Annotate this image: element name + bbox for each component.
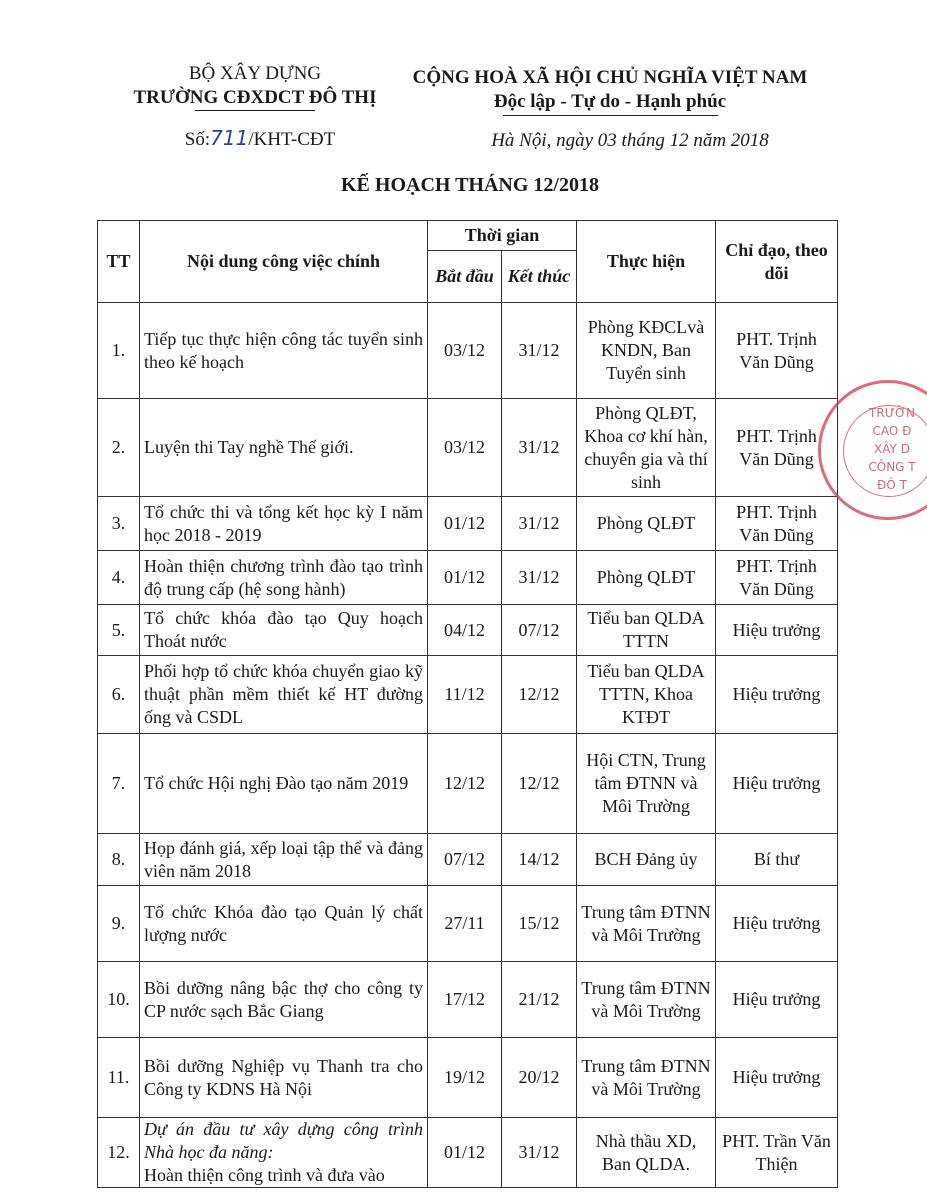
- row-executor: Nhà thầu XD, Ban QLDA.: [577, 1118, 716, 1188]
- row-executor: Phòng QLĐT: [577, 497, 716, 551]
- header-tt: TT: [98, 221, 140, 303]
- row-start: 07/12: [428, 834, 502, 886]
- row-end: 07/12: [502, 605, 577, 656]
- row-content: Tổ chức Hội nghị Đào tạo năm 2019: [140, 734, 428, 834]
- row-tt: 7.: [98, 734, 140, 834]
- plan-table: [97, 220, 838, 1188]
- row-end: 31/12: [502, 497, 577, 551]
- row-executor: Phòng QLĐT: [577, 551, 716, 605]
- row-end: 31/12: [502, 1118, 577, 1188]
- table-row: [98, 605, 838, 656]
- number-handwritten: 711: [210, 126, 249, 150]
- header-start: Bắt đầu: [428, 251, 502, 303]
- row-start: 04/12: [428, 605, 502, 656]
- row-start: 03/12: [428, 303, 502, 399]
- row-end: 15/12: [502, 886, 577, 962]
- table-row: [98, 1038, 838, 1118]
- place-date: Hà Nội, ngày 03 tháng 12 năm 2018: [491, 130, 769, 151]
- motto-underline: [503, 115, 718, 116]
- ministry-name: BỘ XÂY DỰNG: [188, 63, 322, 84]
- row-end: 14/12: [502, 834, 577, 886]
- row-content: [140, 1118, 428, 1188]
- national-header: [400, 66, 820, 116]
- row-end: 31/12: [502, 399, 577, 497]
- table-row: [98, 834, 838, 886]
- school-name: TRƯỜNG CĐXDCT ĐÔ THỊ: [133, 87, 377, 108]
- header-executor: Thực hiện: [577, 221, 716, 303]
- row-supervisor: PHT. Trịnh Văn Dũng: [716, 303, 838, 399]
- row-content: Họp đánh giá, xếp loại tập thể và đảng viên năm 2018: [140, 834, 428, 886]
- table-row: [98, 551, 838, 605]
- row-tt: 10.: [98, 962, 140, 1038]
- row-tt: 2.: [98, 399, 140, 497]
- row-start: 19/12: [428, 1038, 502, 1118]
- header-supervisor: Chỉ đạo, theo dõi: [716, 221, 838, 303]
- header-content: Nội dung công việc chính: [140, 221, 428, 303]
- row-supervisor: Hiệu trưởng: [716, 656, 838, 734]
- row-executor: Phòng KĐCLvà KNDN, Ban Tuyển sinh: [577, 303, 716, 399]
- row-supervisor: PHT. Trần Văn Thiện: [716, 1118, 838, 1188]
- table-row: [98, 962, 838, 1038]
- issuer-block: [100, 62, 410, 111]
- row-content: Phối hợp tổ chức khóa chuyển giao kỹ thuật phần mềm thiết kế HT đường ống và CSDL: [140, 656, 428, 734]
- table-row: [98, 734, 838, 834]
- row-end: 31/12: [502, 551, 577, 605]
- table-row: [98, 656, 838, 734]
- row-executor: Hội CTN, Trung tâm ĐTNN và Môi Trường: [577, 734, 716, 834]
- number-suffix: /KHT-CĐT: [248, 129, 336, 150]
- row-content: Bồi dưỡng Nghiệp vụ Thanh tra cho Công ty KDNS Hà Nội: [140, 1038, 428, 1118]
- row-executor: Trung tâm ĐTNN và Môi Trường: [577, 1038, 716, 1118]
- row-tt: 1.: [98, 303, 140, 399]
- row-executor: Tiểu ban QLDA TTTN: [577, 605, 716, 656]
- row-supervisor: PHT. Trịnh Văn Dũng: [716, 399, 838, 497]
- seal-text: CÔNG T: [868, 460, 916, 474]
- number-prefix: Số:: [184, 129, 211, 150]
- row-start: 01/12: [428, 1118, 502, 1188]
- country-name: CỘNG HOÀ XÃ HỘI CHỦ NGHĨA VIỆT NAM: [412, 67, 808, 88]
- row-content: Tổ chức Khóa đào tạo Quản lý chất lượng nước: [140, 886, 428, 962]
- row-content: Hoàn thiện chương trình đào tạo trình độ trung cấp (hệ song hành): [140, 551, 428, 605]
- row-start: 01/12: [428, 497, 502, 551]
- row-content: Tổ chức khóa đào tạo Quy hoạch Thoát nước: [140, 605, 428, 656]
- row-end: 21/12: [502, 962, 577, 1038]
- row-content-continued: Hoàn thiện công trình và đưa vào: [144, 1165, 385, 1185]
- row-tt: 12.: [98, 1118, 140, 1188]
- table-row: [98, 303, 838, 399]
- row-start: 11/12: [428, 656, 502, 734]
- row-tt: 5.: [98, 605, 140, 656]
- row-supervisor: Bí thư: [716, 834, 838, 886]
- row-content: Bồi dưỡng nâng bậc thợ cho công ty CP nước sạch Bắc Giang: [140, 962, 428, 1038]
- row-tt: 9.: [98, 886, 140, 962]
- table-row: [98, 399, 838, 497]
- row-content-italic: Dự án đầu tư xây dựng công trình Nhà học đa năng:: [144, 1119, 423, 1162]
- row-executor: BCH Đảng ủy: [577, 834, 716, 886]
- header-time: Thời gian: [428, 221, 577, 251]
- row-supervisor: PHT. Trịnh Văn Dũng: [716, 551, 838, 605]
- motto: Độc lập - Tự do - Hạnh phúc: [493, 91, 727, 112]
- table-row: [98, 497, 838, 551]
- seal-text: ĐÔ T: [877, 478, 907, 492]
- row-tt: 3.: [98, 497, 140, 551]
- row-tt: 8.: [98, 834, 140, 886]
- row-supervisor: Hiệu trưởng: [716, 886, 838, 962]
- row-supervisor: PHT. Trịnh Văn Dũng: [716, 497, 838, 551]
- table-row: [98, 886, 838, 962]
- row-content: Tiếp tục thực hiện công tác tuyển sinh theo kế hoạch: [140, 303, 428, 399]
- row-tt: 6.: [98, 656, 140, 734]
- document-number: [140, 126, 380, 151]
- row-supervisor: Hiệu trưởng: [716, 734, 838, 834]
- row-executor: Phòng QLĐT, Khoa cơ khí hàn, chuyên gia và thí sinh: [577, 399, 716, 497]
- document-title: KẾ HOẠCH THÁNG 12/2018: [341, 174, 599, 196]
- row-start: 12/12: [428, 734, 502, 834]
- row-tt: 11.: [98, 1038, 140, 1118]
- row-start: 27/11: [428, 886, 502, 962]
- seal-text: CAO Đ: [872, 424, 912, 438]
- row-content: Luyện thi Tay nghề Thế giới.: [140, 399, 428, 497]
- row-start: 01/12: [428, 551, 502, 605]
- row-start: 03/12: [428, 399, 502, 497]
- seal-text: TRƯỜN: [869, 406, 915, 420]
- header-end: Kết thúc: [502, 251, 577, 303]
- table-row: [98, 1118, 838, 1188]
- row-supervisor: Hiệu trưởng: [716, 1038, 838, 1118]
- row-tt: 4.: [98, 551, 140, 605]
- seal-text: XÂY D: [874, 442, 910, 456]
- row-supervisor: Hiệu trưởng: [716, 605, 838, 656]
- issuer-underline: [195, 110, 315, 111]
- row-end: 31/12: [502, 303, 577, 399]
- row-supervisor: Hiệu trưởng: [716, 962, 838, 1038]
- row-end: 20/12: [502, 1038, 577, 1118]
- row-content: Tổ chức thi và tổng kết học kỳ I năm học 2018 - 2019: [140, 497, 428, 551]
- row-end: 12/12: [502, 656, 577, 734]
- row-start: 17/12: [428, 962, 502, 1038]
- row-end: 12/12: [502, 734, 577, 834]
- row-executor: Trung tâm ĐTNN và Môi Trường: [577, 962, 716, 1038]
- row-executor: Trung tâm ĐTNN và Môi Trường: [577, 886, 716, 962]
- row-executor: Tiểu ban QLDA TTTN, Khoa KTĐT: [577, 656, 716, 734]
